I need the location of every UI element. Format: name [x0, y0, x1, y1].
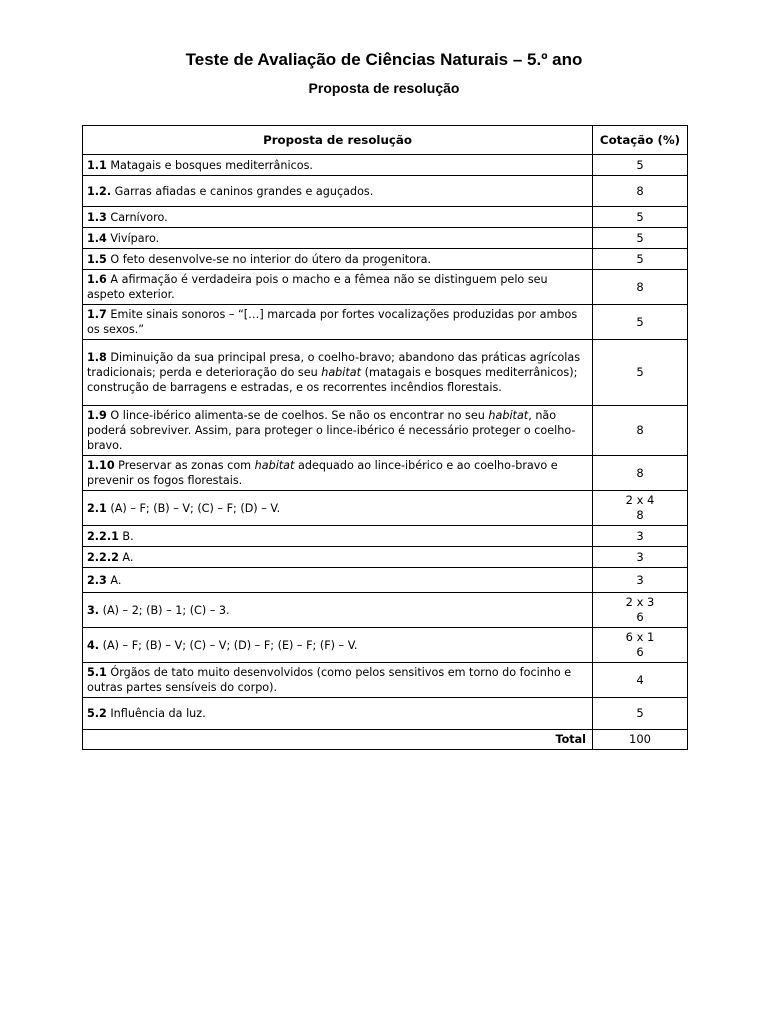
score-cell — [593, 406, 688, 456]
score-value: 5 — [636, 706, 644, 720]
score-cell — [593, 228, 688, 249]
question-number: 1.2. — [87, 184, 112, 198]
answer-text: A afirmação é verdadeira pois o macho e a fêmea não se distinguem pelo seu aspeto exterior. — [87, 273, 548, 301]
answer-text: Órgãos de tato muito desenvolvidos (como pelos sensitivos em torno do focinho e outras partes sensíveis do corpo). — [87, 666, 572, 694]
answer-cell — [83, 491, 593, 526]
answer-cell — [83, 526, 593, 547]
answer-text: , não poderá sobreviver. Assim, para proteger o lince-ibérico é necessário proteger o coelho-bravo. — [87, 409, 576, 452]
score-cell — [593, 305, 688, 340]
answer-text: adequado ao lince-ibérico e ao coelho-bravo e prevenir os fogos florestais. — [87, 459, 558, 487]
answer-text: Emite sinais sonoros – “[…] marcada por fortes vocalizações produzidas por ambos os sexos.” — [87, 308, 578, 336]
score-cell — [593, 698, 688, 730]
question-number: 5.1 — [87, 666, 107, 679]
answer-text-italic: habitat — [321, 366, 362, 379]
table-row — [83, 305, 688, 340]
answer-text: (matagais e bosques mediterrânicos); construção de barragens e estradas, e os recorrentes incêndios florestais. — [87, 366, 578, 394]
answer-text: (A) – F; (B) – V; (C) – F; (D) – V. — [106, 501, 281, 515]
table-row — [83, 155, 688, 176]
question-number: 1.7 — [87, 308, 107, 321]
question-number: 2.2.1 — [87, 529, 119, 543]
table-row — [83, 628, 688, 663]
answer-text-italic: habitat — [254, 459, 295, 472]
score-value: 6 — [636, 645, 644, 659]
question-number: 2.2.2 — [87, 550, 119, 564]
answer-cell — [83, 547, 593, 568]
answer-cell — [83, 663, 593, 698]
table-row — [83, 176, 688, 207]
answer-text: Garras afiadas e caninos grandes e aguçados. — [111, 184, 374, 198]
answer-cell — [83, 456, 593, 491]
question-number: 1.5 — [87, 252, 107, 266]
score-value: 6 x 1 — [625, 630, 655, 644]
table-row — [83, 270, 688, 305]
column-header-score: Cotação (%) — [593, 126, 688, 155]
answer-cell — [83, 568, 593, 593]
score-cell — [593, 526, 688, 547]
score-value: 5 — [636, 230, 644, 245]
score-cell — [593, 628, 688, 663]
answer-text: A. — [118, 550, 134, 564]
answer-text-italic: habitat — [488, 409, 529, 422]
score-value: 4 — [636, 672, 644, 687]
table-body — [83, 155, 688, 730]
score-value: 8 — [636, 508, 644, 522]
answer-text: O feto desenvolve-se no interior do útero da progenitora. — [106, 252, 432, 266]
table-row — [83, 491, 688, 526]
resolution-table — [82, 125, 688, 750]
table-row — [83, 568, 688, 593]
answer-text: (A) – 2; (B) – 1; (C) – 3. — [99, 603, 230, 617]
score-value: 6 — [636, 610, 644, 624]
score-value: 2 x 4 — [625, 493, 655, 507]
score-cell — [593, 270, 688, 305]
question-number: 1.10 — [87, 459, 115, 472]
answer-cell — [83, 176, 593, 207]
answer-cell — [83, 207, 593, 228]
table-row — [83, 340, 688, 406]
score-cell — [593, 340, 688, 406]
answer-cell — [83, 628, 593, 663]
answer-text: B. — [118, 529, 134, 543]
score-value: 5 — [636, 157, 644, 172]
score-value: 5 — [636, 365, 644, 379]
answer-cell — [83, 270, 593, 305]
score-value: 3 — [636, 528, 644, 543]
score-value: 8 — [636, 423, 644, 437]
score-cell — [593, 249, 688, 270]
score-value: 5 — [636, 251, 644, 266]
table-row — [83, 228, 688, 249]
total-value: 100 — [593, 730, 688, 750]
score-cell — [593, 593, 688, 628]
answer-cell — [83, 155, 593, 176]
answer-text: Preservar as zonas com — [114, 459, 255, 472]
question-number: 1.3 — [87, 210, 107, 224]
score-cell — [593, 176, 688, 207]
answer-cell — [83, 228, 593, 249]
question-number: 1.6 — [87, 273, 107, 286]
score-cell — [593, 547, 688, 568]
answer-cell — [83, 340, 593, 406]
table-row — [83, 698, 688, 730]
answer-cell — [83, 406, 593, 456]
score-cell — [593, 663, 688, 698]
table-row — [83, 593, 688, 628]
question-number: 2.1 — [87, 501, 107, 515]
answer-cell — [83, 305, 593, 340]
table-row — [83, 663, 688, 698]
answer-cell — [83, 593, 593, 628]
answer-cell — [83, 249, 593, 270]
score-value: 8 — [636, 183, 644, 198]
score-cell — [593, 207, 688, 228]
answer-text: A. — [106, 573, 122, 587]
answer-cell — [83, 698, 593, 730]
answer-text: Influência da luz. — [106, 707, 206, 720]
question-number: 1.9 — [87, 409, 107, 422]
answer-text: O lince-ibérico alimenta-se de coelhos. Se não os encontrar no seu — [106, 409, 489, 422]
answer-text: (A) – F; (B) – V; (C) – V; (D) – F; (E) – F; (F) – V. — [99, 638, 358, 652]
score-cell — [593, 456, 688, 491]
table-row — [83, 249, 688, 270]
score-value: 5 — [636, 209, 644, 224]
answer-text: Vivíparo. — [106, 231, 160, 245]
table-header-row — [83, 126, 688, 155]
page-subtitle: Proposta de resolução — [308, 80, 460, 96]
score-cell — [593, 568, 688, 593]
question-number: 1.4 — [87, 231, 107, 245]
answer-text: Carnívoro. — [106, 210, 168, 224]
question-number: 1.8 — [87, 351, 107, 364]
answer-text: Matagais e bosques mediterrânicos. — [106, 158, 313, 172]
total-label: Total — [83, 730, 593, 750]
table-row — [83, 456, 688, 491]
page-title: Teste de Avaliação de Ciências Naturais – 5.º ano — [185, 50, 583, 69]
score-cell — [593, 491, 688, 526]
table-row — [83, 406, 688, 456]
question-number: 4. — [87, 638, 100, 652]
score-value: 3 — [636, 572, 644, 587]
score-value: 5 — [636, 314, 644, 329]
score-cell — [593, 155, 688, 176]
answer-text: Diminuição da sua principal presa, o coelho-bravo; abandono das práticas agrícolas tradicionais; perda e deterioração do seu — [87, 351, 581, 379]
score-value: 3 — [636, 549, 644, 564]
column-header-proposal: Proposta de resolução — [83, 126, 593, 155]
score-value: 2 x 3 — [625, 595, 655, 609]
question-number: 1.1 — [87, 158, 107, 172]
score-value: 8 — [636, 279, 644, 294]
question-number: 3. — [87, 603, 100, 617]
table-row — [83, 526, 688, 547]
score-value: 8 — [636, 465, 644, 480]
total-row — [83, 730, 688, 750]
table-row — [83, 547, 688, 568]
question-number: 2.3 — [87, 573, 107, 587]
table-row — [83, 207, 688, 228]
question-number: 5.2 — [87, 707, 107, 720]
